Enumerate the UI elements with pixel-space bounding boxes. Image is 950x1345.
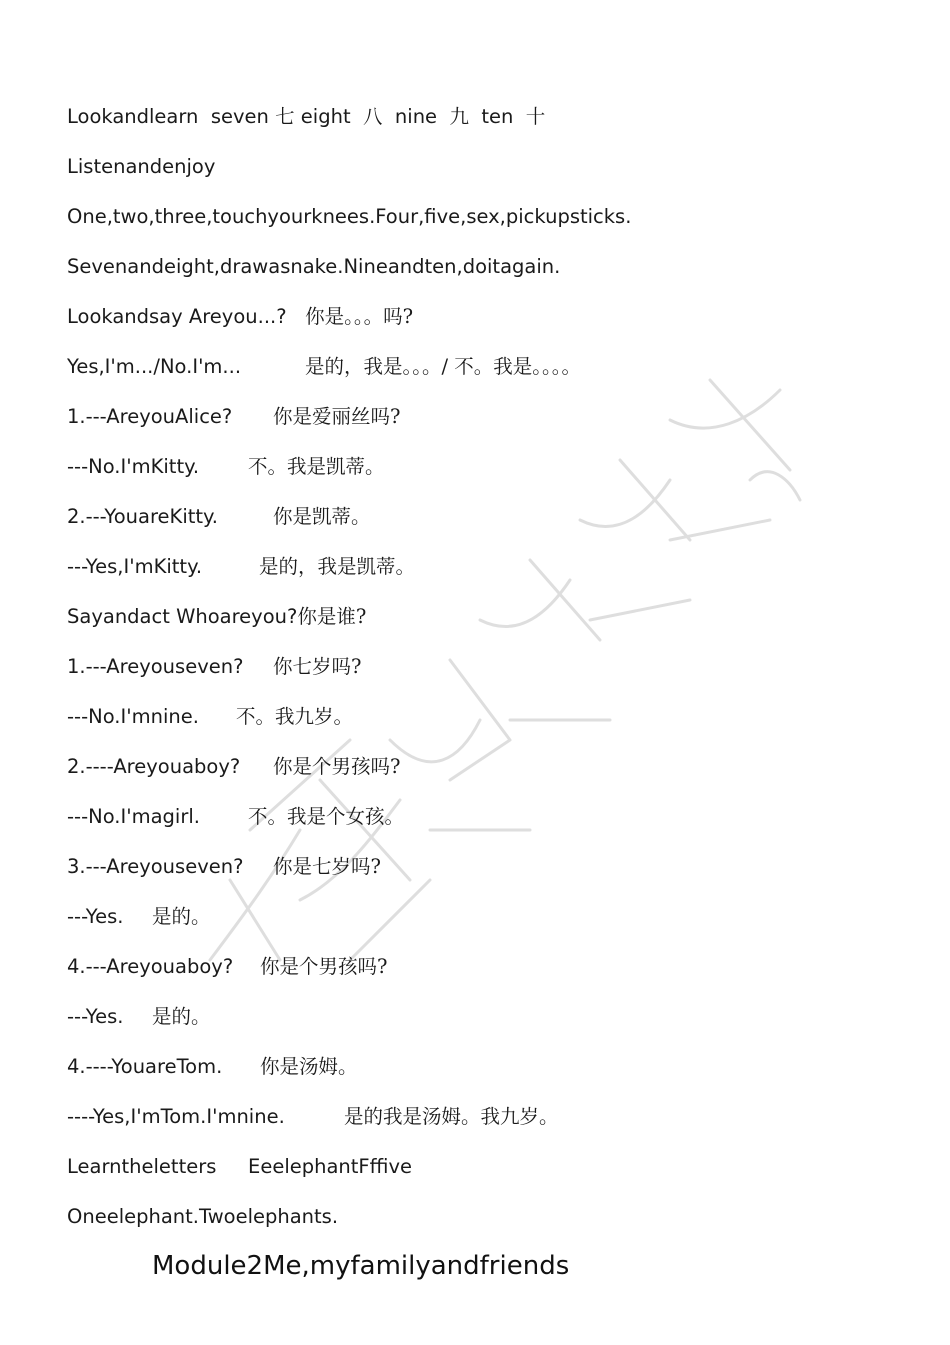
text-line	[67, 755, 401, 779]
english-text: Lookandlearn seven	[67, 105, 276, 128]
text-line	[67, 855, 381, 879]
english-text: Sayandact Whoareyou?	[67, 605, 298, 628]
english-text: 2.----Areyouaboy?	[67, 755, 241, 778]
text-line	[67, 305, 413, 329]
english-text: One,two,three,touchyourknees.Four,five,sex,pickupsticks.	[67, 205, 632, 228]
chinese-translation: 是的，我是凯蒂。	[259, 555, 416, 578]
english-text: 2.---YouareKitty.	[67, 505, 219, 528]
english-text: ---No.I'mnine.	[67, 705, 199, 728]
text-line	[67, 255, 560, 279]
text-line	[67, 455, 385, 479]
chinese-translation: 不。我是凯蒂。	[248, 455, 385, 478]
chinese-translation: 八	[363, 105, 383, 128]
text-line	[67, 355, 582, 379]
text-line	[67, 1055, 358, 1079]
chinese-translation: 你是汤姆。	[260, 1055, 358, 1078]
english-text: 1.---Areyouseven?	[67, 655, 244, 678]
chinese-translation: 你七岁吗?	[273, 655, 362, 678]
english-text: nine	[382, 105, 450, 128]
text-line	[67, 105, 545, 129]
chinese-translation: 你是七岁吗?	[273, 855, 381, 878]
chinese-translation: 是的我是汤姆。我九岁。	[344, 1105, 559, 1128]
text-line	[67, 405, 401, 429]
chinese-translation: 你是凯蒂。	[273, 505, 371, 528]
english-text: Lookandsay Areyou...?	[67, 305, 306, 328]
english-text: Yes,I'm.../No.I'm...	[67, 355, 242, 378]
text-line	[67, 905, 211, 929]
text-line	[67, 505, 371, 529]
text-line	[67, 655, 362, 679]
chinese-translation: 是的，我是。。。/ 不。我是。。。。	[305, 355, 582, 378]
chinese-translation: 十	[525, 105, 546, 128]
module-heading: Module2Me,myfamilyandfriends	[152, 1251, 570, 1281]
chinese-translation: 九	[449, 105, 469, 128]
english-text: Listenandenjoy	[67, 155, 216, 178]
text-line	[67, 705, 354, 729]
english-text: Oneelephant.Twoelephants.	[67, 1205, 339, 1228]
chinese-translation: 你是爱丽丝吗?	[273, 405, 401, 428]
english-text: 4.----YouareTom.	[67, 1055, 223, 1078]
english-text: 3.---Areyouseven?	[67, 855, 244, 878]
english-text: ---No.I'mKitty.	[67, 455, 200, 478]
chinese-translation: 是的。	[152, 905, 211, 928]
text-line	[67, 555, 416, 579]
english-text: ten	[468, 105, 526, 128]
chinese-translation: 是的。	[152, 1005, 211, 1028]
chinese-translation: 不。我九岁。	[236, 705, 354, 728]
english-text: Sevenandeight,drawasnake.Nineandten,doitagain.	[67, 255, 561, 278]
text-line	[67, 1105, 559, 1129]
text-line	[67, 1205, 338, 1229]
english-text: eight	[294, 105, 363, 128]
english-text: ----Yes,I'mTom.I'mnine.	[67, 1105, 285, 1128]
chinese-translation: 你是。。。吗?	[305, 305, 414, 328]
english-text: ---Yes,I'mKitty.	[67, 555, 203, 578]
text-line	[67, 805, 405, 829]
text-line	[67, 155, 215, 179]
english-text: EeelephantFffive	[248, 1155, 413, 1178]
english-text: ---Yes.	[67, 905, 124, 928]
english-text: 4.---Areyouaboy?	[67, 955, 234, 978]
text-line	[67, 205, 631, 229]
english-text: ---No.I'magirl.	[67, 805, 200, 828]
chinese-translation: 不。我是个女孩。	[248, 805, 405, 828]
english-text: ---Yes.	[67, 1005, 124, 1028]
chinese-translation: 你是个男孩吗?	[260, 955, 388, 978]
english-text: 1.---AreyouAlice?	[67, 405, 233, 428]
text-line	[67, 1155, 413, 1179]
english-text: Learntheletters	[67, 1155, 217, 1178]
chinese-translation: 你是个男孩吗?	[273, 755, 401, 778]
text-line	[67, 955, 388, 979]
chinese-translation: 七	[275, 105, 295, 128]
text-line	[67, 1005, 211, 1029]
chinese-translation: 你是谁?	[297, 605, 367, 628]
text-line	[67, 605, 366, 629]
